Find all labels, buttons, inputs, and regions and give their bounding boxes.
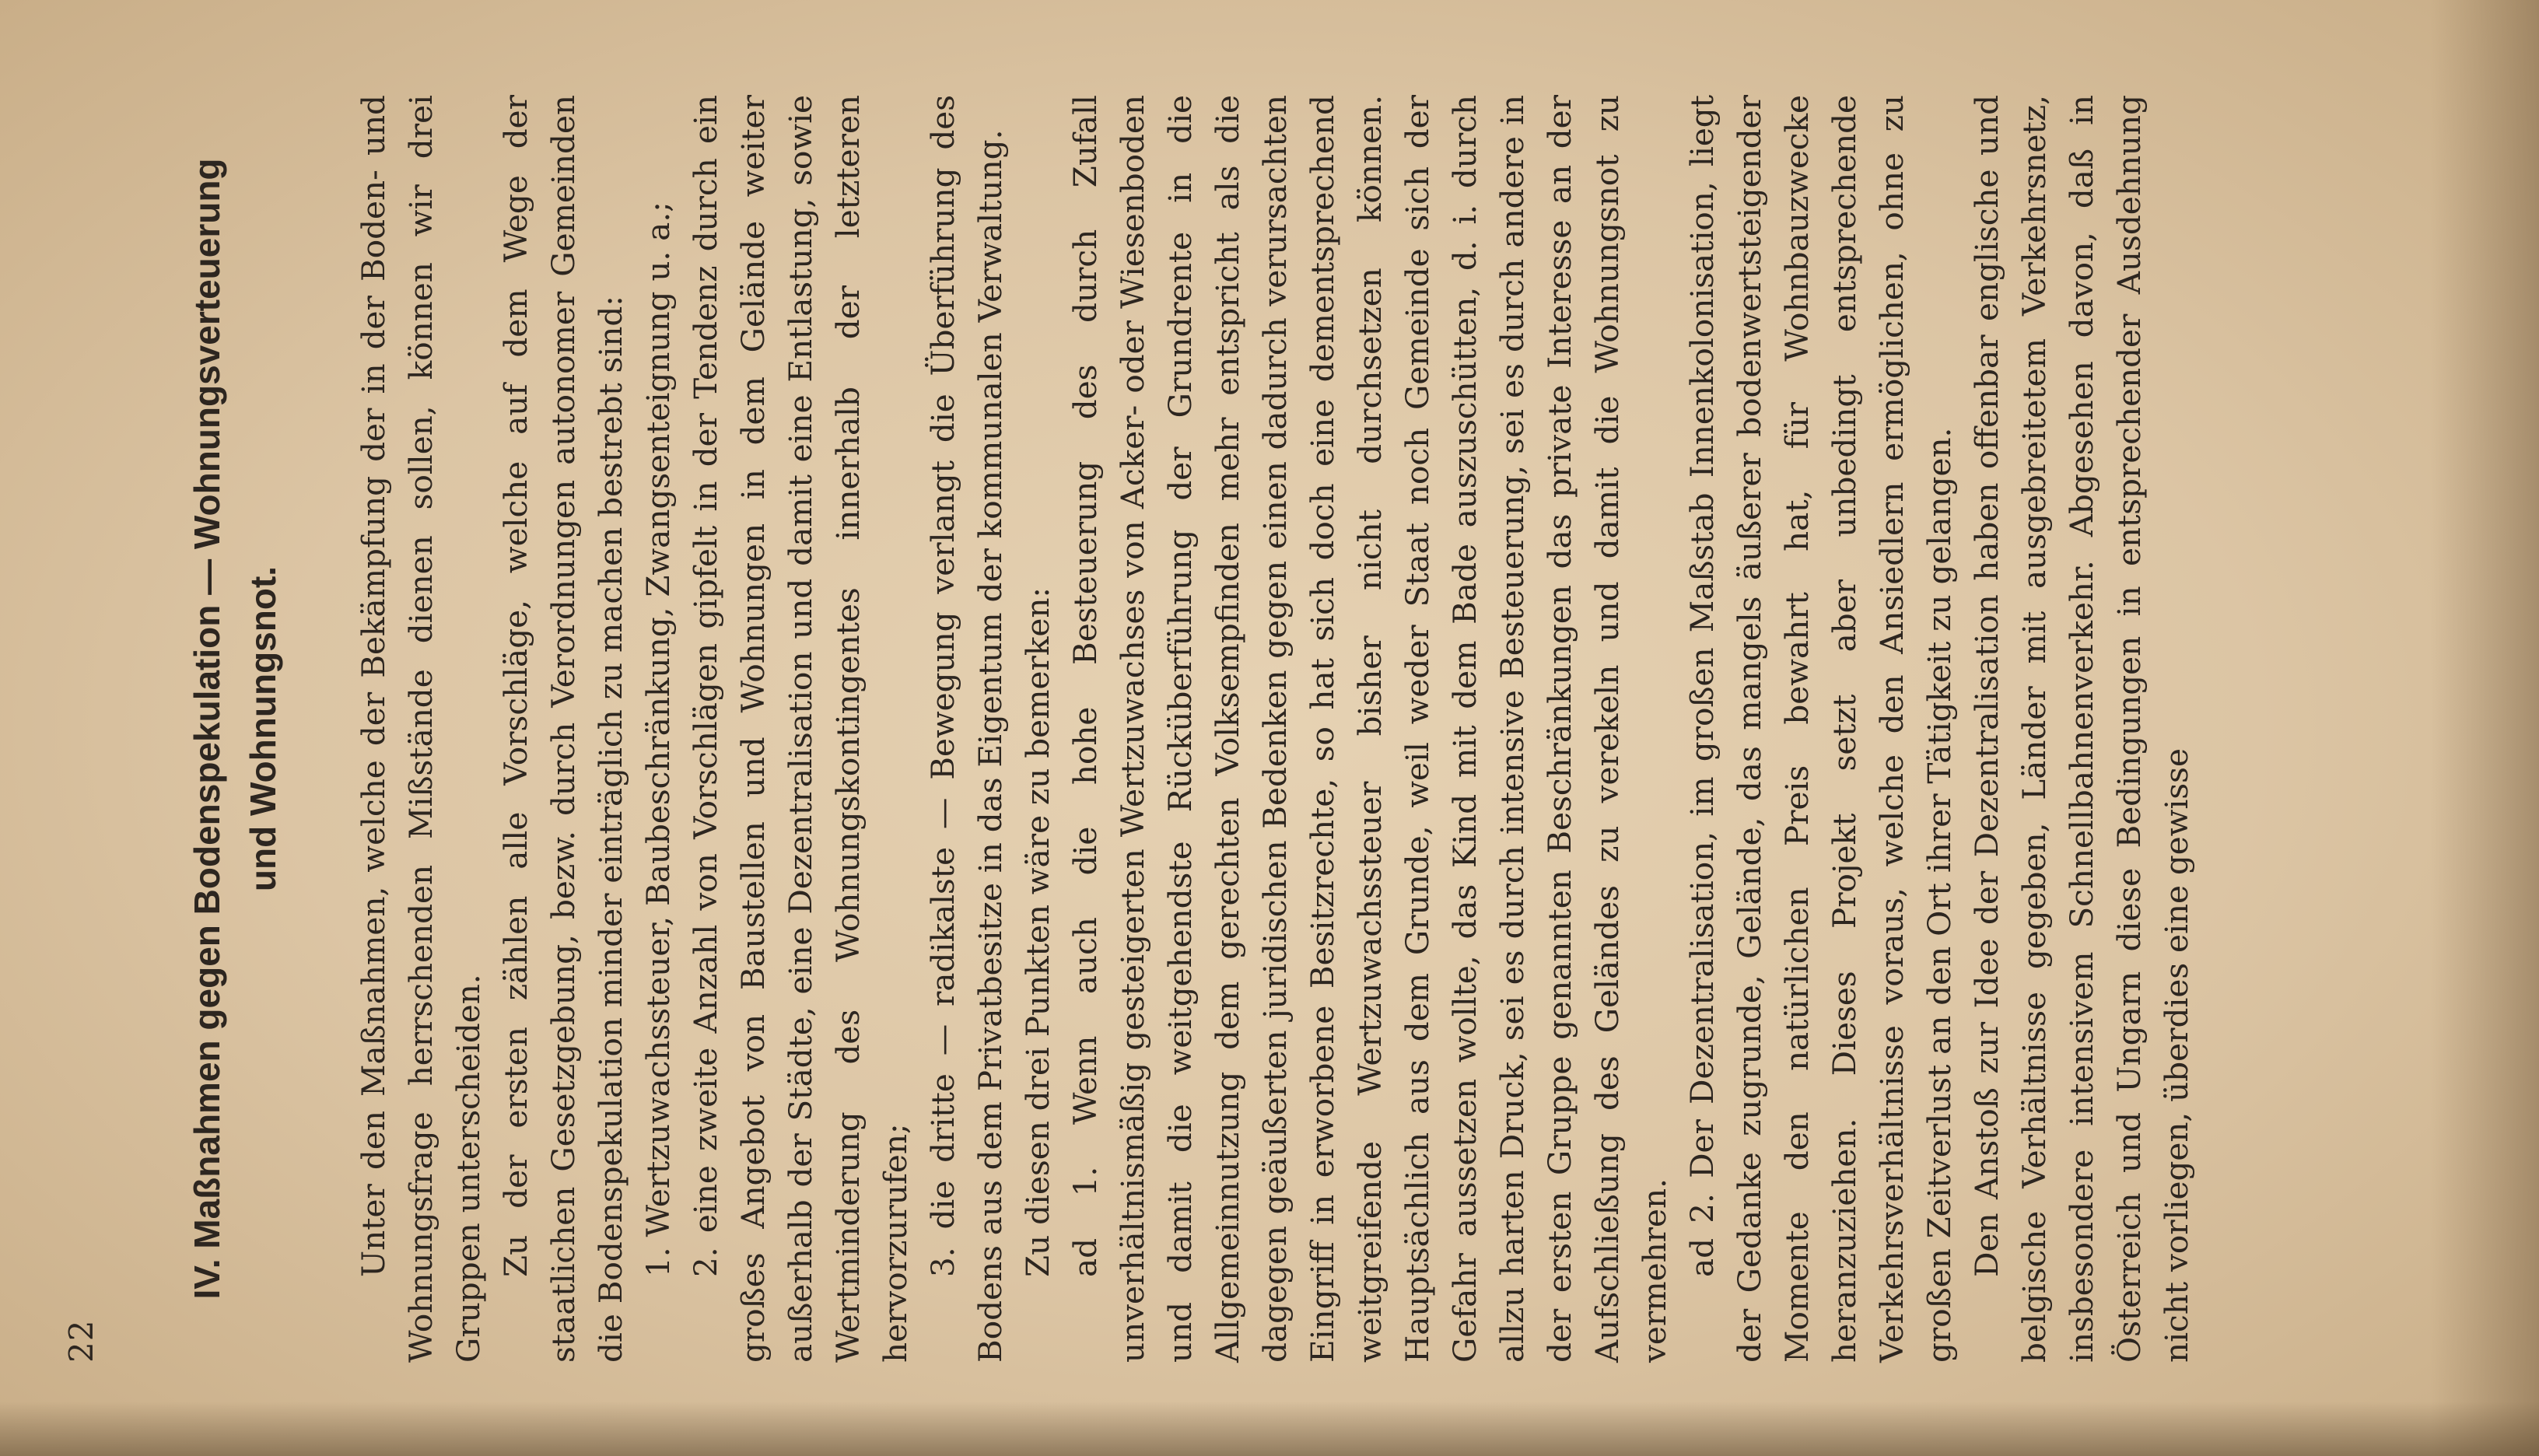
paragraph-first-group: Zu der ersten zählen alle Vorschläge, welche auf dem Wege der staatlichen Gesetzgebung, bezw. durch Verordnungen autonomer Gemeinden die Bodenspekulation minder einträglich zu machen bestrebt sind: xyxy=(497,95,629,1363)
page-bottom-shadow xyxy=(0,1402,2539,1456)
paragraph-remarks: Zu diesen drei Punkten wäre zu bemerken: xyxy=(1019,586,1056,1277)
chapter-heading-line-1: IV. Maßnahmen gegen Bodenspekulation — Wohnungsverteuerung xyxy=(187,158,227,1300)
paragraph-ad-1: ad 1. Wenn auch die hohe Besteuerung des durch Zufall unverhältnismäßig gesteigerten Wertzuwachses von Acker- oder Wiesenboden und damit die weitgehendste Rücküberführung der Grundrente in die Allgemeinnutzung dem gerechten Volksempfinden mehr entspricht als die dagegen geäußerten juridischen Bedenken gegen einen dadurch verursachten Eingriff in erworbene Besitzrechte, so hat sich doch eine dementsprechend weitgreifende Wertzuwachssteuer bisher nicht durchsetzen können. Hauptsächlich aus dem Grunde, weil weder Staat noch Gemeinde sich der Gefahr aussetzen wollte, das Kind mit dem Bade auszuschütten, d. i. durch allzu harten Druck, sei es durch intensive Besteuerung, sei es durch andere in der ersten Gruppe genannten Beschränkungen das private Interesse an der Aufschließung des Geländes zu verekeln und damit die Wohnungsnot zu vermehren. xyxy=(1066,95,1673,1363)
list-item-3: 3. die dritte — radikalste — Bewegung verlangt die Überführung des Bodens aus dem Privatbesitze in das Eigentum der kommunalen Verwaltung. xyxy=(924,95,1009,1363)
paragraph-decentralisation: Den Anstoß zur Idee der Dezentralisation haben offenbar englische und belgische Verhältnisse gegeben, Länder mit ausgebreitetem Verkehrsnetz, insbesondere intensivem Schnellbahnenverkehr. Abgesehen davon, daß in Österreich und Ungarn diese Bedingungen in entsprechender Ausdehnung nicht vorliegen, überdies eine gewisse xyxy=(1968,95,2195,1363)
list-item-1: 1. Wertzuwachssteuer, Baubeschränkung, Zwangsenteignung u. a.; xyxy=(639,201,677,1277)
chapter-heading xyxy=(179,95,291,1363)
page-number: 22 xyxy=(62,1319,100,1363)
list-item-2: 2. eine zweite Anzahl von Vorschlägen gipfelt in der Tendenz durch ein großes Angebot von Baustellen und Wohnungen in dem Gelände weiter außerhalb der Städte, eine Dezentralisation und damit eine Entlastung, sowie Wertminderung des Wohnungskontingentes innerhalb der letzteren hervorzurufen; xyxy=(687,95,914,1363)
page-edge-shadow xyxy=(2430,0,2539,1456)
chapter-heading-line-2: und Wohnungsnot. xyxy=(243,565,283,892)
paragraph-intro: Unter den Maßnahmen, welche der Bekämpfung der in der Boden- und Wohnungsfrage herrschenden Mißstände dienen sollen, können wir drei Gruppen unterscheiden. xyxy=(355,95,487,1363)
paragraph-ad-2: ad 2. Der Dezentralisation, im großen Maßstab Innenkolonisation, liegt der Gedanke zugrunde, Gelände, das mangels äußerer bodenwertsteigender Momente den natürlichen Preis bewahrt hat, für Wohnbauzwecke heranzuziehen. Dieses Projekt setzt aber unbedingt entsprechende Verkehrsverhältnisse voraus, welche den Ansiedlern ermöglichen, ohne zu großen Zeitverlust an den Ort ihrer Tätigkeit zu gelangen. xyxy=(1683,95,1958,1363)
page-content xyxy=(62,95,2497,1363)
body-text xyxy=(350,95,2201,1363)
